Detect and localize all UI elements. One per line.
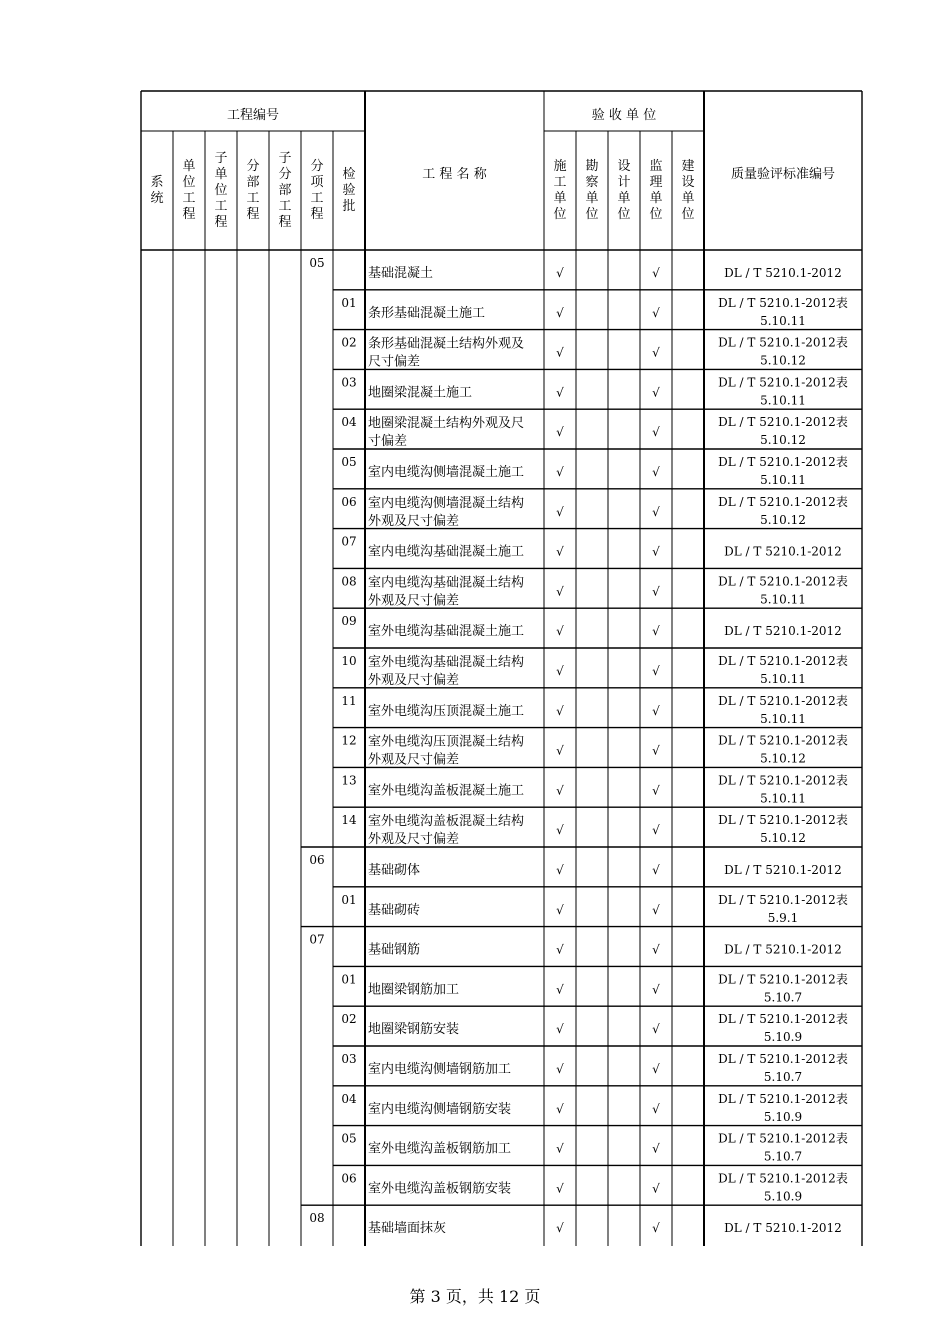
standard-code: 5.10.11 [760,313,806,328]
check-mark-supervision: √ [652,504,660,519]
check-mark-supervision: √ [652,1062,660,1076]
inspection-lot-code: 14 [341,813,357,828]
header-code-column: 检 [342,167,356,182]
check-mark-construction: √ [556,1022,564,1037]
header-code-column: 程 [278,215,292,230]
standard-code: 5.10.12 [760,751,806,766]
standard-code: 5.10.7 [763,1149,803,1164]
project-name: 基础砌砖 [368,902,421,918]
header-code-column: 子 [214,151,228,166]
check-mark-construction: √ [556,823,564,838]
check-mark-supervision: √ [652,863,660,877]
project-name: 外观及尺寸偏差 [368,832,460,848]
check-mark-construction: √ [556,425,564,440]
check-mark-supervision: √ [652,385,660,400]
standard-code: 5.10.9 [763,1109,803,1124]
header-unit-column: 施 [553,159,567,174]
project-name: 外观及尺寸偏差 [368,752,460,768]
header-code-column: 部 [246,175,260,190]
standard-code: DL / T 5210.1-2012表 [718,494,848,509]
project-name: 室外电缆沟盖板钢筋安装 [368,1181,512,1197]
project-name: 地圈梁混凝土施工 [368,385,473,401]
check-mark-supervision: √ [652,1022,660,1037]
project-name: 室内电缆沟侧墙钢筋安装 [368,1101,512,1117]
check-mark-construction: √ [556,385,564,400]
inspection-lot-code: 05 [341,455,357,469]
standard-code: DL / T 5210.1-2012表 [718,1171,848,1186]
check-mark-supervision: √ [652,743,660,758]
check-mark-supervision: √ [652,266,660,280]
header-code-column: 位 [182,175,196,190]
check-mark-construction: √ [556,743,564,758]
check-mark-supervision: √ [652,1141,660,1156]
check-mark-construction: √ [556,982,564,997]
check-mark-supervision: √ [652,823,660,838]
standard-code: DL / T 5210.1-2012表 [718,574,848,589]
project-name: 室外电缆沟盖板钢筋加工 [368,1141,512,1157]
standard-code: 5.10.11 [760,711,806,726]
inspection-lot-code: 03 [341,1052,357,1066]
header-code-column: 分 [310,159,324,174]
header-unit-column: 单 [553,191,567,206]
check-mark-construction: √ [556,1062,564,1076]
check-mark-supervision: √ [652,902,660,917]
standard-code: 5.10.11 [760,791,806,806]
standard-code: DL / T 5210.1-2012表 [718,335,848,350]
check-mark-construction: √ [556,703,564,718]
project-name: 基础混凝土 [368,266,434,281]
check-mark-construction: √ [556,1141,564,1156]
check-mark-construction: √ [556,1181,564,1196]
project-name: 基础钢筋 [368,942,421,958]
header-code-column: 验 [342,183,356,198]
header-code-column: 项 [310,175,324,190]
header-code-column: 工 [278,199,292,214]
header-unit-column: 位 [617,207,631,222]
inspection-lot-code: 05 [341,1131,357,1146]
header-unit-column: 计 [617,175,631,190]
standard-code: 5.10.7 [763,1070,803,1084]
check-mark-construction: √ [556,266,564,280]
check-mark-construction: √ [556,1221,564,1236]
page-footer: 第 3 页，共 12 页 [409,1287,541,1306]
header-code-column: 位 [214,183,228,198]
standard-code: 5.10.11 [760,393,806,408]
inspection-lot-code: 09 [341,614,357,629]
inspection-lot-code: 12 [341,733,357,748]
header-unit-column: 理 [649,175,663,190]
project-name: 条形基础混凝土施工 [368,305,486,321]
check-mark-construction: √ [556,305,564,320]
header-code-column: 程 [214,215,228,230]
inspection-lot-code: 01 [341,892,357,907]
inspection-lot-code: 01 [341,295,357,310]
header-unit-column: 位 [585,207,599,222]
inspection-lot-code: 03 [341,375,357,390]
standard-code: 5.10.7 [763,990,803,1005]
standard-code: DL / T 5210.1-2012 [724,266,842,280]
inspection-lot-code: 06 [341,494,357,509]
header-unit-column: 位 [553,207,567,222]
check-mark-construction: √ [556,902,564,917]
standard-code: DL / T 5210.1-2012 [724,624,842,639]
project-name: 寸偏差 [368,434,408,450]
standard-code: 5.10.12 [760,433,806,448]
header-code-column: 统 [150,191,164,206]
standard-code: 5.10.12 [760,353,806,368]
check-mark-supervision: √ [652,1101,660,1116]
inspection-lot-code: 01 [341,972,357,987]
check-mark-supervision: √ [652,1181,660,1196]
check-mark-supervision: √ [652,982,660,997]
check-mark-construction: √ [556,863,564,877]
check-mark-construction: √ [556,942,564,957]
header-unit-column: 设 [617,159,631,174]
standard-code: DL / T 5210.1-2012表 [718,693,848,708]
check-mark-construction: √ [556,345,564,360]
inspection-lot-code: 04 [341,1091,357,1106]
standard-code: 5.10.11 [760,592,806,607]
check-mark-supervision: √ [652,942,660,957]
standard-code: 5.10.11 [760,473,806,487]
header-standard-no: 质量验评标准编号 [730,167,836,182]
check-mark-supervision: √ [652,305,660,320]
project-name: 室外电缆沟盖板混凝土施工 [368,783,525,799]
check-mark-supervision: √ [652,624,660,639]
header-project-name: 工 程 名 称 [422,167,487,182]
header-unit-column: 设 [681,175,695,190]
header-acceptance-units: 验 收 单 位 [591,108,657,123]
standard-code: 5.10.12 [760,512,806,527]
subitem-code: 06 [309,853,325,867]
project-name: 地圈梁混凝土结构外观及尺 [368,416,525,432]
inspection-lot-code: 02 [341,1012,357,1027]
check-mark-construction: √ [556,584,564,599]
project-name: 室外电缆沟基础混凝土结构 [368,655,525,670]
check-mark-supervision: √ [652,664,660,678]
header-code-column: 工 [246,191,260,206]
header-unit-column: 单 [649,191,663,206]
project-name: 室内电缆沟基础混凝土施工 [368,544,525,560]
standard-code: DL / T 5210.1-2012表 [718,813,848,828]
inspection-lot-code: 02 [341,335,357,350]
project-name: 室内电缆沟侧墙钢筋加工 [368,1062,512,1077]
check-mark-construction: √ [556,783,564,798]
header-code-column: 分 [278,167,292,182]
header-unit-column: 单 [585,191,599,206]
standard-code: DL / T 5210.1-2012表 [718,1012,848,1027]
project-name: 条形基础混凝土结构外观及 [368,336,525,352]
standard-code: 5.10.12 [760,831,806,846]
standard-code: DL / T 5210.1-2012 [724,1221,842,1236]
standard-code: 5.10.9 [763,1030,803,1045]
project-name: 室内电缆沟侧墙混凝土施工 [368,465,525,480]
check-mark-supervision: √ [652,544,660,559]
standard-code: DL / T 5210.1-2012表 [718,1091,848,1106]
header-unit-column: 单 [617,191,631,206]
header-code-column: 单 [182,159,196,174]
inspection-lot-code: 13 [341,773,357,788]
header-unit-column: 建 [681,159,695,174]
inspection-lot-code: 08 [341,574,357,589]
header-code-column: 工 [310,191,324,206]
standard-code: 5.9.1 [767,910,799,925]
standard-code: DL / T 5210.1-2012表 [718,1052,848,1066]
subitem-code: 07 [309,932,325,947]
standard-code: DL / T 5210.1-2012表 [718,972,848,987]
header-unit-column: 监 [649,159,663,174]
header-project-code: 工程编号 [226,108,280,123]
inspection-lot-code: 04 [341,415,357,430]
subitem-code: 08 [309,1211,325,1226]
check-mark-supervision: √ [652,584,660,599]
header-code-column: 子 [278,151,292,166]
header-code-column: 工 [182,191,196,206]
standard-code: DL / T 5210.1-2012表 [718,375,848,390]
header-unit-column: 单 [681,191,695,206]
project-name: 外观及尺寸偏差 [368,673,460,688]
check-mark-construction: √ [556,544,564,559]
inspection-lot-code: 11 [341,693,357,708]
standard-code: DL / T 5210.1-2012表 [718,892,848,907]
inspection-lot-code: 07 [341,534,357,549]
header-unit-column: 位 [649,207,663,222]
standard-code: DL / T 5210.1-2012 [724,863,842,877]
header-code-column: 程 [182,207,196,222]
project-name: 外观及尺寸偏差 [368,593,460,609]
standard-code: 5.10.11 [760,672,806,686]
header-code-column: 部 [278,183,292,198]
standard-code: DL / T 5210.1-2012 [724,544,842,559]
check-mark-construction: √ [556,664,564,678]
standard-code: DL / T 5210.1-2012表 [718,415,848,430]
header-code-column: 批 [342,199,356,214]
standard-code: DL / T 5210.1-2012表 [718,773,848,788]
project-name: 基础砌体 [368,863,421,878]
standard-code: DL / T 5210.1-2012 [724,942,842,957]
standard-code: DL / T 5210.1-2012表 [718,1131,848,1146]
standard-code: DL / T 5210.1-2012表 [718,455,848,469]
header-unit-column: 勘 [585,159,599,174]
project-name: 室外电缆沟基础混凝土施工 [368,624,525,640]
check-mark-construction: √ [556,504,564,519]
check-mark-supervision: √ [652,345,660,360]
project-name: 室内电缆沟基础混凝土结构 [368,575,525,591]
check-mark-supervision: √ [652,465,660,479]
check-mark-construction: √ [556,624,564,639]
project-name: 地圈梁钢筋加工 [368,982,460,998]
project-name: 室外电缆沟盖板混凝土结构 [368,814,525,830]
header-unit-column: 位 [681,207,695,222]
inspection-lot-code: 06 [341,1171,357,1186]
inspection-lot-code: 10 [341,654,357,668]
project-name: 尺寸偏差 [368,354,421,370]
header-code-column: 程 [246,207,260,222]
check-mark-construction: √ [556,1101,564,1116]
header-code-column: 单 [214,167,228,182]
check-mark-construction: √ [556,465,564,479]
standard-code: DL / T 5210.1-2012表 [718,295,848,310]
project-name: 室内电缆沟侧墙混凝土结构 [368,495,525,511]
project-name: 地圈梁钢筋安装 [368,1022,460,1038]
project-name: 外观及尺寸偏差 [368,513,460,529]
standard-code: 5.10.9 [763,1189,803,1204]
project-name: 室外电缆沟压顶混凝土结构 [368,734,525,750]
subitem-code: 05 [309,256,325,270]
standard-code: DL / T 5210.1-2012表 [718,654,848,668]
check-mark-supervision: √ [652,783,660,798]
header-code-column: 分 [246,159,260,174]
header-code-column: 系 [150,175,164,190]
check-mark-supervision: √ [652,425,660,440]
check-mark-supervision: √ [652,1221,660,1236]
header-code-column: 工 [214,199,228,214]
project-name: 基础墙面抹灰 [368,1221,447,1237]
header-code-column: 程 [310,207,324,222]
header-unit-column: 工 [553,175,567,190]
check-mark-supervision: √ [652,703,660,718]
standard-code: DL / T 5210.1-2012表 [718,733,848,748]
project-name: 室外电缆沟压顶混凝土施工 [368,703,525,719]
header-unit-column: 察 [585,175,599,190]
